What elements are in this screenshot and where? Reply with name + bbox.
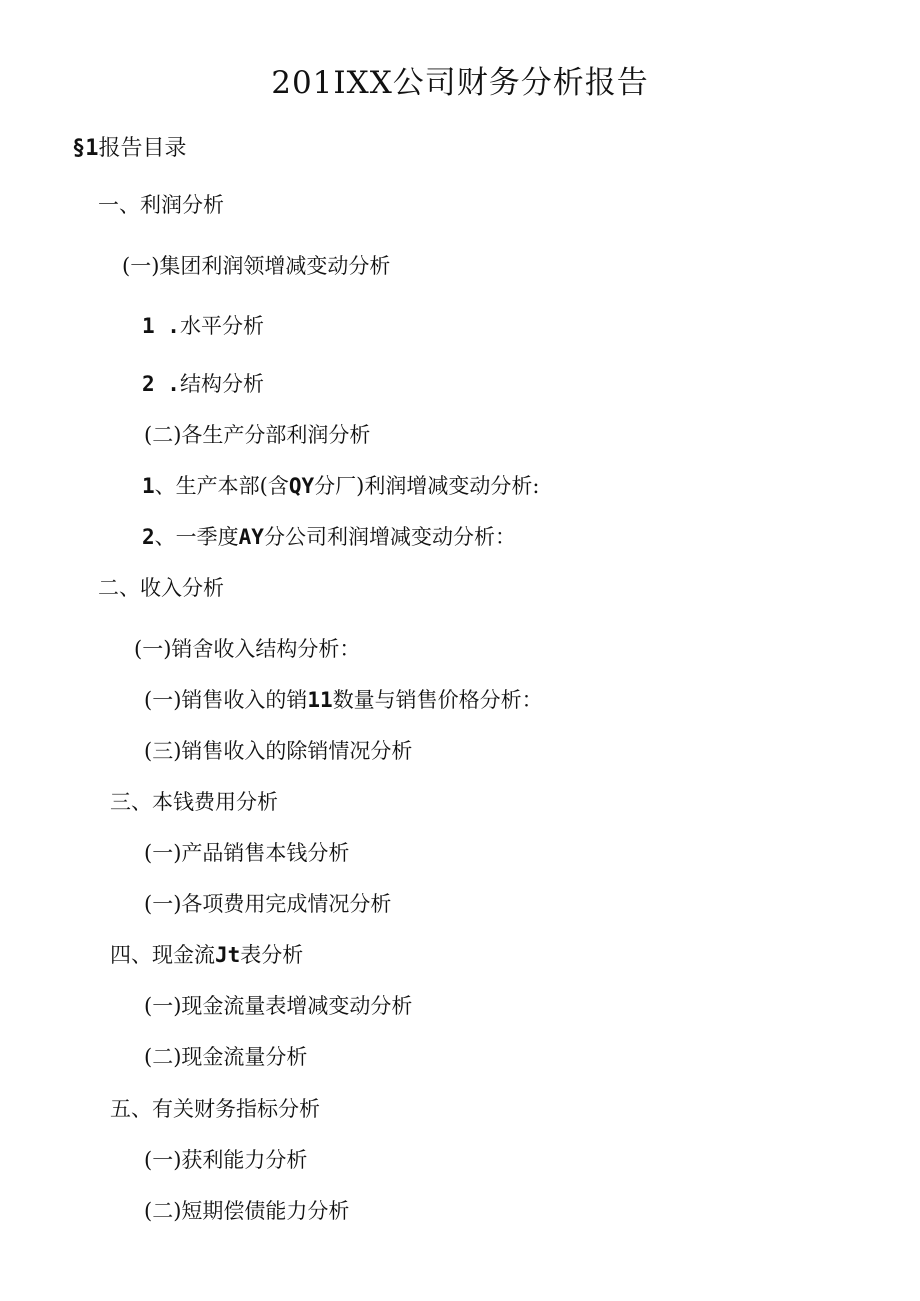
toc-item-profit: 一、利润分析 <box>98 193 224 217</box>
item-separator: . <box>154 372 180 396</box>
toc-heading-text: 报告目录 <box>98 136 187 161</box>
toc-item-cost-expense: 三、本钱费用分析 <box>110 790 278 814</box>
item-number: 2 <box>142 372 155 396</box>
toc-item-cash-flow-statement <box>110 940 303 970</box>
item-text-post: 表分析 <box>240 943 304 967</box>
item-code: 11 <box>307 688 333 712</box>
toc-heading <box>72 134 187 164</box>
item-code: QY <box>288 474 315 498</box>
item-text: 结构分析 <box>179 372 264 396</box>
item-text-pre: 生产本部(含 <box>175 474 289 498</box>
item-number: 1 <box>142 474 155 498</box>
section-mark: §1 <box>72 136 99 161</box>
toc-item-division-profit: (二)各生产分部利润分析 <box>144 423 371 447</box>
toc-item-ay-branch-profit-change <box>142 522 516 552</box>
toc-item-structure-analysis <box>142 369 264 399</box>
item-separator: 、 <box>154 474 176 498</box>
document-title: 201IXX公司财务分析报告 <box>271 65 649 101</box>
item-text-pre: (一)销售收入的销 <box>144 688 308 712</box>
item-code: Jt <box>215 943 241 967</box>
item-text-post: 分公司利润增减变动分析： <box>263 525 516 549</box>
toc-item-expense-completion: (一)各项费用完成情况分析 <box>144 892 392 916</box>
toc-item-profitability: (一)获利能力分析 <box>144 1148 308 1172</box>
item-text-pre: 一季度 <box>175 525 239 549</box>
item-number: 2 <box>142 525 155 549</box>
item-number: 1 <box>142 314 155 338</box>
item-code: AY <box>238 525 264 549</box>
item-text: 水平分析 <box>179 314 264 338</box>
toc-item-cash-flow-analysis: (二)现金流量分析 <box>144 1045 308 1069</box>
toc-item-credit-sales: (三)销售收入的除销情况分析 <box>144 739 413 763</box>
toc-item-product-cost: (一)产品销售本钱分析 <box>144 841 350 865</box>
toc-item-horizontal-analysis <box>142 311 264 341</box>
toc-item-sales-quantity-price <box>144 685 543 715</box>
toc-item-short-term-solvency: (二)短期偿债能力分析 <box>144 1199 350 1223</box>
item-text-pre: 四、现金流 <box>110 943 215 967</box>
toc-item-production-profit-change <box>142 471 539 501</box>
toc-item-sales-revenue-structure: (一)销舍收入结构分析： <box>134 637 361 661</box>
toc-item-group-profit-change: (一)集团利润领增减变动分析 <box>122 254 391 278</box>
toc-item-revenue: 二、收入分析 <box>98 576 224 600</box>
item-separator: 、 <box>154 525 176 549</box>
item-text-post: 分厂)利润增减变动分析: <box>314 474 540 498</box>
item-text-post: 数量与销售价格分析： <box>332 688 543 712</box>
toc-item-cash-flow-change: (一)现金流量表增减变动分析 <box>144 994 413 1018</box>
item-separator: . <box>154 314 180 338</box>
toc-item-financial-indicators: 五、有关财务指标分析 <box>110 1097 320 1121</box>
